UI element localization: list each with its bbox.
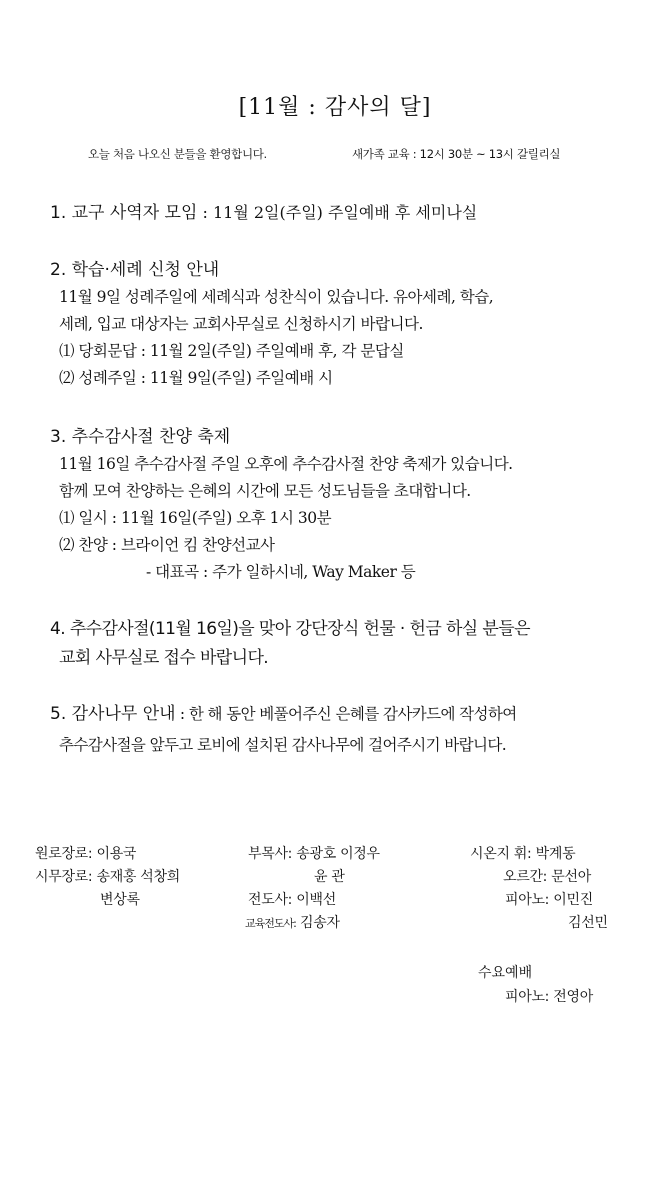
staff-name: 송광호 이정우 <box>296 846 380 862</box>
section-2-heading: 2. 학습·세례 신청 안내 <box>50 260 220 280</box>
staff-label: 시무장로: <box>35 869 93 885</box>
staff-name: 송재홍 석창희 <box>96 869 180 885</box>
staff-label: 피아노: <box>505 989 550 1005</box>
section-1 <box>50 198 477 223</box>
staff-label: 원로장로: <box>35 846 93 862</box>
staff-label: 전도사: <box>248 892 293 908</box>
staff-label: 오르간: <box>503 869 548 885</box>
welcome-text: 오늘 처음 나오신 분들을 환영합니다. <box>88 147 267 161</box>
staff-row <box>503 866 591 886</box>
staff-name: 김선민 <box>568 915 608 931</box>
staff-name: 이백선 <box>296 892 336 908</box>
section-2-item: ⑴ 당회문답 : 11월 2일(주일) 주일예배 후, 각 문답실 <box>59 342 404 360</box>
staff-row <box>248 889 336 909</box>
staff-row <box>35 866 180 886</box>
staff-name: 박계동 <box>535 846 576 862</box>
section-3-item: ⑵ 찬양 : 브라이언 킴 찬양선교사 <box>59 536 275 554</box>
section-4-line: 교회 사무실로 접수 바랍니다. <box>59 648 269 668</box>
section-4-line: 4. 추수감사절(11월 16일)을 맞아 강단장식 헌물 · 헌금 하실 분들은 <box>50 619 530 639</box>
newfamily-education-text: 새가족 교육 : 12시 30분 ~ 13시 갈릴리실 <box>352 147 561 161</box>
staff-name: 윤 관 <box>314 869 345 885</box>
staff-row <box>470 843 575 863</box>
section-2-line: 11월 9일 성례주일에 세례식과 성찬식이 있습니다. 유아세례, 학습, <box>59 288 494 306</box>
staff-name: 김송자 <box>300 915 340 931</box>
section-3-line: 함께 모여 찬양하는 은혜의 시간에 모든 성도님들을 초대합니다. <box>59 482 471 500</box>
wednesday-service-title: 수요예배 <box>478 965 533 981</box>
section-1-heading: 1. 교구 사역자 모임 <box>50 203 198 223</box>
staff-name: 변상록 <box>100 892 140 908</box>
section-1-text: : 11월 2일(주일) 주일예배 후 세미나실 <box>197 203 478 222</box>
staff-label: 시온지 휘: <box>470 846 532 862</box>
section-3-subitem: - 대표곡 : 주가 일하시네, Way Maker 등 <box>146 563 416 581</box>
section-3-line: 11월 16일 추수감사절 주일 오후에 추수감사절 찬양 축제가 있습니다. <box>59 455 513 473</box>
section-5-text: : 한 해 동안 베풀어주신 은혜를 감사카드에 작성하여 <box>175 705 517 723</box>
staff-row <box>35 843 136 863</box>
staff-label: 부목사: <box>248 846 293 862</box>
staff-row <box>248 843 380 863</box>
staff-row <box>505 986 593 1006</box>
staff-row <box>505 889 593 909</box>
staff-name: 이민진 <box>553 892 593 908</box>
staff-label: 교육전도사: <box>245 917 296 930</box>
section-2-item: ⑵ 성례주일 : 11월 9일(주일) 주일예배 시 <box>59 369 333 387</box>
staff-label: 피아노: <box>505 892 550 908</box>
section-5-heading: 5. 감사나무 안내 <box>50 704 176 724</box>
section-5-line: 추수감사절을 앞두고 로비에 설치된 감사나무에 걸어주시기 바랍니다. <box>59 736 507 754</box>
staff-name: 이용국 <box>96 846 137 862</box>
section-5 <box>50 699 517 724</box>
staff-name: 문선아 <box>551 869 591 885</box>
staff-name: 전영아 <box>553 989 593 1005</box>
section-2-line: 세례, 입교 대상자는 교회사무실로 신청하시기 바랍니다. <box>59 315 423 333</box>
section-3-item: ⑴ 일시 : 11월 16일(주일) 오후 1시 30분 <box>59 509 332 527</box>
page-title: [11월 : 감사의 달] <box>238 95 432 120</box>
staff-row <box>245 912 340 932</box>
section-3-heading: 3. 추수감사절 찬양 축제 <box>50 427 231 447</box>
